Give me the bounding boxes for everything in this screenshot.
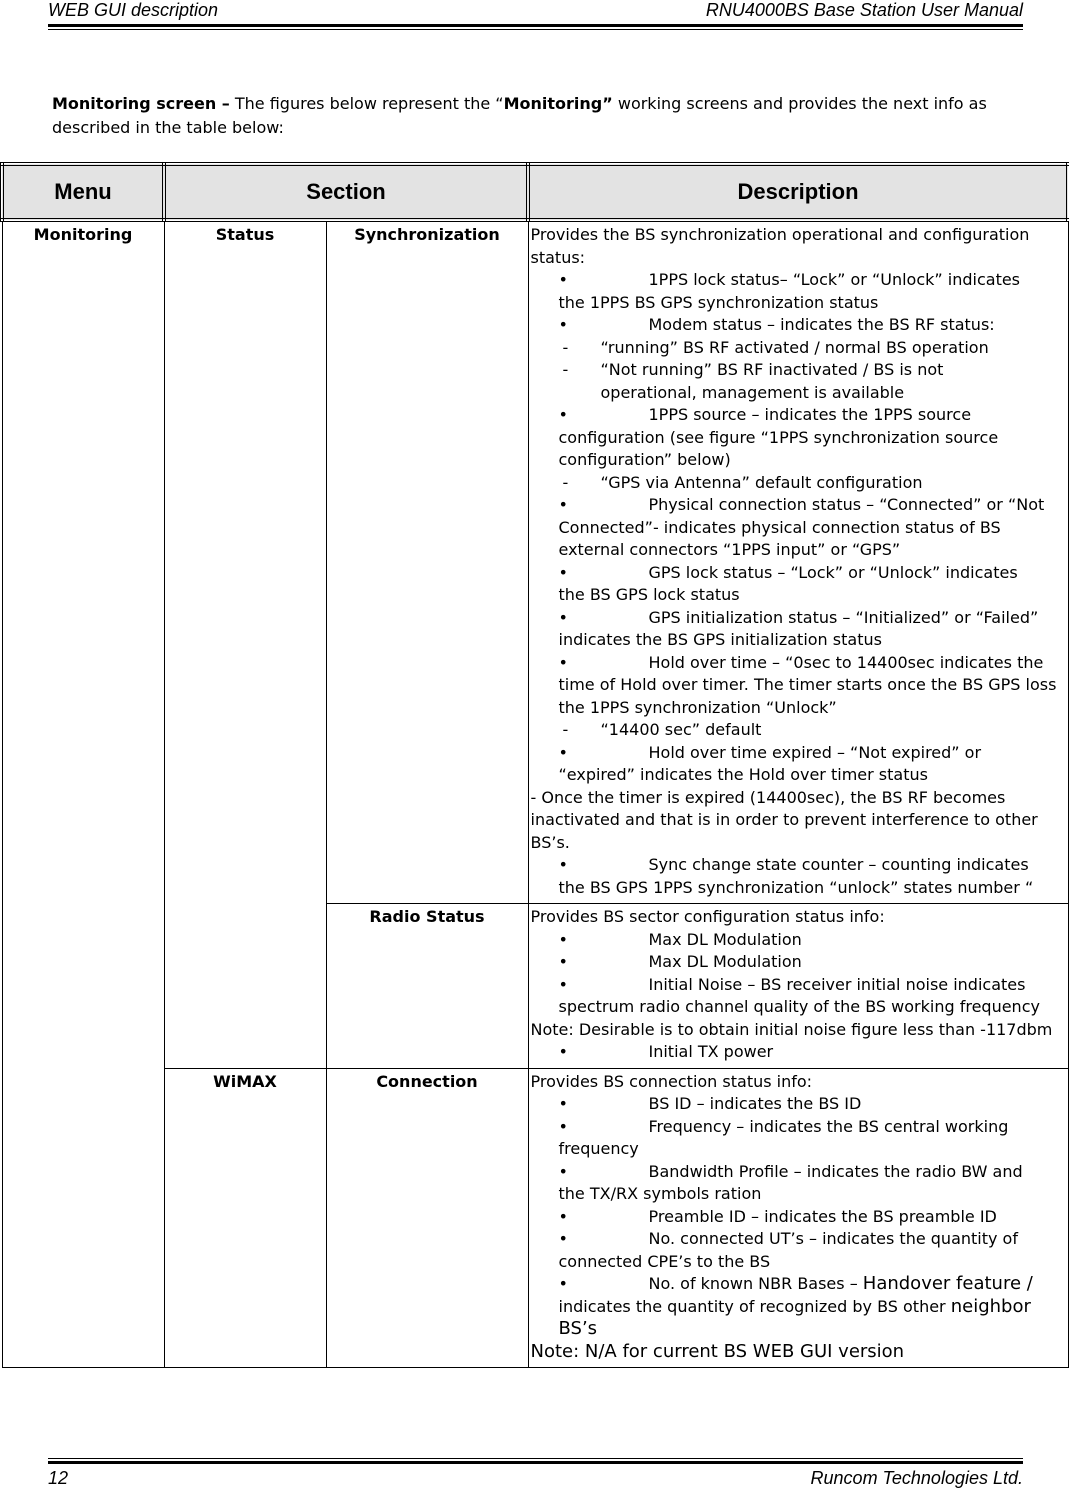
dash-item-text: “14400 sec” default	[600, 720, 762, 739]
table-row	[2, 220, 1068, 904]
list-item-cont: the BS GPS lock status	[558, 585, 740, 604]
header-rule	[48, 24, 1023, 27]
intro-lead: Monitoring screen –	[52, 94, 230, 113]
list-item-cont: connected CPE’s to the BS	[558, 1251, 771, 1271]
header-manual-title: RNU4000BS Base Station User Manual	[705, 0, 1023, 20]
handover-text: Handover feature /	[862, 1273, 1033, 1294]
list-item-text: Initial TX power	[648, 1042, 774, 1061]
list-item-cont: the 1PPS BS GPS synchronization status	[558, 292, 879, 312]
list-item-text: Hold over time – “0sec to 14400sec indicates the	[648, 652, 1044, 672]
list-item-cont: configuration (see figure “1PPS synchronization source configuration” below)	[558, 427, 999, 469]
list-item-cont: indicates the BS GPS initialization status	[558, 630, 882, 649]
list-item-cont: spectrum radio channel quality of the BS working frequency	[558, 997, 1040, 1016]
dash-item-text: “Not running” BS RF inactivated / BS is not	[600, 360, 944, 379]
dash-item-text: “GPS via Antenna” default configuration	[600, 472, 923, 492]
list-item-text: GPS lock status – “Lock” or “Unlock” indicates	[648, 562, 1018, 582]
list-item-text: 1PPS source – indicates the 1PPS source	[648, 405, 972, 424]
list-item-text: BS ID – indicates the BS ID	[648, 1094, 862, 1113]
list-item-text: Frequency – indicates the BS central working	[648, 1116, 1009, 1136]
list-item-text: Hold over time expired – “Not expired” or	[648, 742, 982, 762]
list-item-cont: the TX/RX symbols ration	[558, 1184, 762, 1203]
list-item-text: Initial Noise – BS receiver initial noise indicates	[648, 974, 1026, 994]
list-item: • Hold over time expired – “Not expired” or	[531, 742, 1066, 765]
list-item: • GPS initialization status – “Initialized” or “Failed”	[531, 607, 1066, 630]
menu-monitoring: Monitoring	[2, 220, 164, 1368]
header-description: Description	[528, 164, 1068, 220]
list-item-text: Sync change state counter – counting indicates	[648, 855, 1029, 874]
list-item: • Sync change state counter – counting indicates	[531, 854, 1066, 877]
section-wimax: WiMAX	[164, 1068, 326, 1368]
subsection-radio-status: Radio Status	[326, 904, 528, 1069]
list-item: • BS ID – indicates the BS ID	[531, 1093, 1066, 1116]
list-item: • Max DL Modulation	[531, 929, 1066, 952]
neighbor-text: neighbor BS’s	[558, 1295, 1031, 1339]
footer-rule	[48, 1461, 1023, 1464]
list-item: • Preamble ID – indicates the BS preamble ID	[531, 1206, 1066, 1229]
dash-item-text: “running” BS RF activated / normal BS operation	[600, 337, 989, 357]
list-item: • Hold over time – “0sec to 14400sec indicates the	[531, 652, 1066, 675]
list-item-text: Max DL Modulation	[648, 929, 802, 949]
radio-intro: Provides BS sector configuration status info:	[530, 907, 885, 926]
intro-text-a: The figures below represent the “	[229, 94, 504, 113]
header-rule-thin	[48, 29, 1023, 30]
connection-intro: Provides BS connection status info:	[530, 1071, 813, 1091]
intro-text-b: working screens and provides the next info as described in the table below:	[52, 94, 987, 137]
list-item-cont: “expired” indicates the Hold over timer status	[558, 765, 928, 784]
list-item-text: Modem status – indicates the BS RF status:	[648, 315, 995, 334]
page-number: 12	[48, 1468, 69, 1488]
list-item-text: Physical connection status – “Connected” or “Not	[648, 495, 1045, 514]
subsection-connection: Connection	[326, 1068, 528, 1368]
list-item: • 1PPS lock status– “Lock” or “Unlock” indicates	[531, 269, 1066, 292]
list-item: • Max DL Modulation	[531, 951, 1066, 974]
header-doc-section: WEB GUI description	[48, 0, 219, 20]
dash-item: - “14400 sec” default	[531, 719, 1066, 742]
list-item-text: Max DL Modulation	[648, 952, 802, 971]
list-item-cont	[531, 1296, 1066, 1341]
list-item: • Physical connection status – “Connected” or “Not	[531, 494, 1066, 517]
list-item-text	[649, 1273, 1033, 1296]
list-item-cont: time of Hold over timer. The timer starts once the BS GPS loss the 1PPS synchronization “Unlock”	[558, 675, 1057, 717]
dash-item-cont: operational, management is available	[600, 382, 905, 402]
dash-item: - “GPS via Antenna” default configuration	[531, 472, 1066, 495]
monitoring-table	[0, 162, 1069, 1368]
dash-item: - “running” BS RF activated / normal BS operation	[531, 337, 1066, 360]
list-item: • 1PPS source – indicates the 1PPS source	[531, 404, 1066, 427]
section-status: Status	[164, 220, 326, 1068]
nbr-text: No. of known NBR Bases –	[648, 1274, 863, 1293]
list-item: • Frequency – indicates the BS central working	[531, 1116, 1066, 1139]
list-item-cont: frequency	[558, 1139, 639, 1158]
list-item: • Initial TX power	[531, 1041, 1066, 1064]
radio-note: Note: Desirable is to obtain initial noise figure less than -117dbm	[530, 1019, 1053, 1039]
list-item: • Bandwidth Profile – indicates the radio BW and	[531, 1161, 1066, 1184]
footer-company: Runcom Technologies Ltd.	[810, 1468, 1023, 1488]
list-item-cont: Connected”- indicates physical connection status of BS external connectors “1PPS input” or “GPS”	[558, 517, 1001, 559]
header-menu: Menu	[2, 164, 164, 220]
list-item-cont: the BS GPS 1PPS synchronization “unlock” states number “	[558, 877, 1034, 897]
subsection-synchronization: Synchronization	[326, 220, 528, 904]
header-section: Section	[164, 164, 528, 220]
list-item: • GPS lock status – “Lock” or “Unlock” indicates	[531, 562, 1066, 585]
connection-note: Note: N/A for current BS WEB GUI version	[530, 1340, 905, 1362]
sync-intro: Provides the BS synchronization operational and configuration status:	[530, 225, 1030, 267]
list-item-text: GPS initialization status – “Initialized” or “Failed”	[648, 607, 1039, 627]
intro-monitoring: Monitoring”	[503, 94, 613, 113]
connection-description	[528, 1068, 1068, 1368]
list-item-text: Preamble ID – indicates the BS preamble ID	[648, 1206, 997, 1226]
nbr-cont-text: indicates the quantity of recognized by BS other	[558, 1296, 951, 1316]
list-item-text: No. connected UT’s – indicates the quantity of	[648, 1229, 1018, 1248]
dash-item: - “Not running” BS RF inactivated / BS is not	[531, 359, 1066, 382]
sync-note: - Once the timer is expired (14400sec), the BS RF becomes inactivated and that is in order to prevent interference to other BS’s.	[530, 787, 1038, 852]
intro-paragraph	[52, 92, 1032, 140]
list-item: • No. of known NBR Bases – Handover feature /	[558, 1273, 1033, 1294]
list-item: • Initial Noise – BS receiver initial noise indicates	[531, 974, 1066, 997]
table-header-row	[2, 164, 1068, 220]
list-item: • No. connected UT’s – indicates the quantity of	[531, 1228, 1066, 1251]
list-item: • Modem status – indicates the BS RF status:	[531, 314, 1066, 337]
list-item-text: Bandwidth Profile – indicates the radio BW and	[648, 1161, 1023, 1181]
list-item-text: 1PPS lock status– “Lock” or “Unlock” indicates	[648, 270, 1021, 289]
sync-description	[528, 220, 1068, 904]
footer-rule-thin	[48, 1458, 1023, 1459]
radio-description	[528, 904, 1068, 1069]
page-header	[48, 0, 1023, 22]
